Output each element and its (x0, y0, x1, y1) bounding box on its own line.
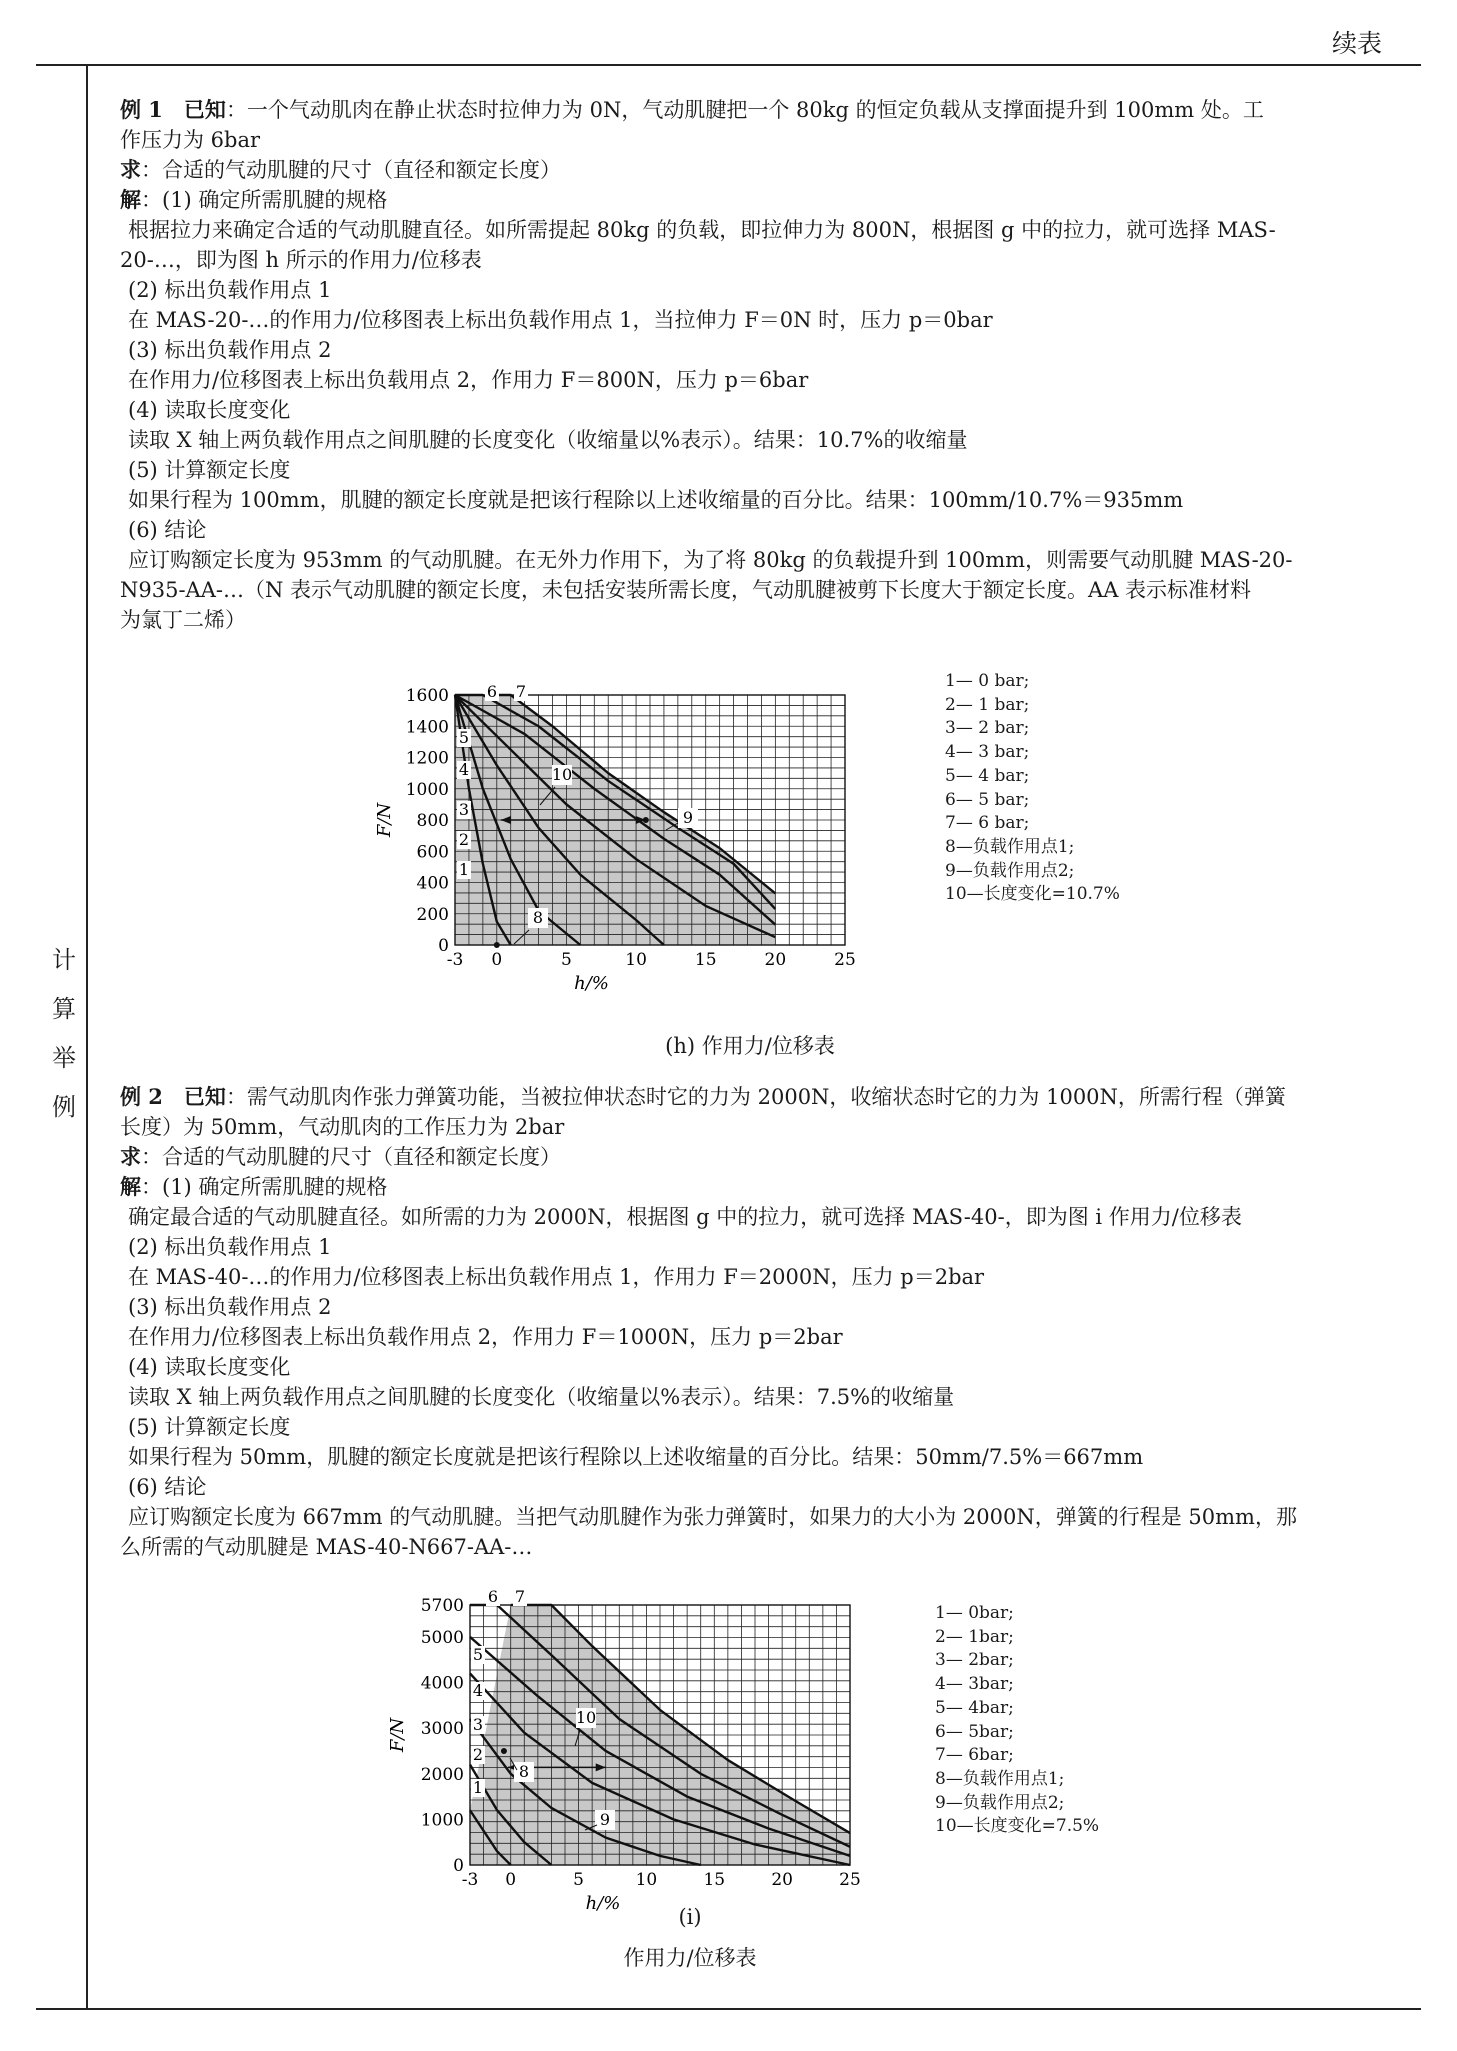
ex1-line: (5) 计算额定长度 (128, 458, 291, 482)
ex2-line (120, 1172, 1415, 1202)
legend-item: 8—负载作用点1; (945, 836, 1075, 857)
chart-i-legend (935, 1602, 1099, 1839)
legend-item: 8—负载作用点1; (935, 1768, 1065, 1789)
legend-item: 4— 3bar; (935, 1674, 1014, 1695)
ex2-known-head: 例 2 已知 (120, 1084, 226, 1109)
ex1-line (120, 185, 1415, 215)
x-tick-label: 10 (635, 1870, 658, 1890)
legend-item: 5— 4 bar; (945, 765, 1030, 786)
x-tick-label: 20 (771, 1870, 793, 1890)
legend-item: 7— 6bar; (935, 1745, 1014, 1766)
y-tick-label: 3000 (420, 1719, 464, 1740)
y-tick-label: 5700 (420, 1596, 464, 1616)
x-tick-label: 10 (625, 950, 647, 970)
legend-item: 6— 5bar; (935, 1721, 1014, 1742)
ex2-ask-text: ：合适的气动肌腱的尺寸（直径和额定长度） (141, 1145, 561, 1169)
ex1-line: 在作用力/位移图表上标出负载用点 2，作用力 F＝800N，压力 p＝6bar (128, 368, 809, 392)
x-tick-label: 5 (561, 950, 572, 970)
ex2-line: 长度）为 50mm，气动肌肉的工作压力为 2bar (120, 1115, 565, 1139)
y-tick-label: 2000 (420, 1764, 464, 1785)
ex2-sol-text: ：(1) 确定所需肌腱的规格 (141, 1175, 388, 1199)
curve-label: 5 (458, 728, 470, 747)
ex2-line: 么所需的气动肌腱是 MAS-40-N667-AA-… (120, 1535, 533, 1559)
x-axis-label: h/% (574, 973, 609, 994)
x-tick-label: 20 (764, 950, 787, 970)
example-1 (120, 95, 1415, 635)
side-char: 计 (52, 946, 76, 974)
x-tick-label: 0 (491, 950, 503, 970)
top-rule (36, 64, 1421, 66)
chart-h-legend (945, 670, 1120, 907)
ex2-known-text: ：需气动肌肉作张力弹簧功能，当被拉伸状态时它的力为 2000N，收缩状态时它的力为 1000N，所需行程（弹簧 (225, 1085, 1286, 1109)
legend-item: 2— 1bar; (935, 1626, 1014, 1647)
y-tick-label: 200 (416, 904, 449, 925)
ex1-line: N935-AA-…（N 表示气动肌腱的额定长度，未包括安装所需长度，气动肌腱被剪下长度大于额定长度。AA 表示标准材料 (120, 578, 1252, 602)
callout-label: 8 (532, 908, 544, 927)
y-tick-label: 0 (438, 936, 449, 956)
ex1-line: (4) 读取长度变化 (128, 398, 291, 422)
x-tick-label: 15 (703, 1870, 726, 1890)
ex2-line: (2) 标出负载作用点 1 (128, 1235, 332, 1259)
y-tick-label: 1200 (405, 748, 449, 769)
callout-label: 10 (575, 1708, 597, 1727)
curve-label: 7 (514, 1587, 526, 1606)
continued-table-label: 续表 (1331, 29, 1382, 58)
ex1-line: (3) 标出负载作用点 2 (128, 338, 332, 362)
y-tick-label: 0 (453, 1856, 464, 1876)
curve-label: 6 (486, 682, 498, 701)
y-tick-label: 800 (416, 811, 449, 831)
ex1-line: 在 MAS-20-…的作用力/位移图表上标出负载作用点 1，当拉伸力 F＝0N 时，压力 p＝0bar (128, 308, 993, 332)
side-char: 算 (52, 995, 76, 1023)
y-tick-label: 1400 (405, 717, 449, 738)
column-divider (86, 65, 88, 2008)
chart-h (370, 665, 920, 1005)
ex1-line: 如果行程为 100mm，肌腱的额定长度就是把该行程除以上述收缩量的百分比。结果：100mm/10.7%＝935mm (128, 488, 1184, 512)
y-tick-label: 5000 (420, 1627, 464, 1648)
ex2-line: 应订购额定长度为 667mm 的气动肌腱。当把气动肌腱作为张力弹簧时，如果力的大小为 2000N，弹簧的行程是 50mm，那 (128, 1505, 1297, 1529)
x-tick-label: -3 (446, 950, 464, 970)
legend-item: 6— 5 bar; (945, 789, 1030, 810)
curve-label: 7 (515, 682, 527, 701)
example-2 (120, 1082, 1415, 1562)
ex2-line: (3) 标出负载作用点 2 (128, 1295, 332, 1319)
x-tick-label: 25 (839, 1870, 861, 1890)
ex2-line: (6) 结论 (128, 1475, 207, 1499)
load-point-8 (494, 942, 500, 948)
y-tick-label: 600 (416, 842, 449, 863)
legend-item: 3— 2 bar; (945, 718, 1030, 739)
x-tick-label: 15 (694, 950, 717, 970)
ex2-line: 如果行程为 50mm，肌腱的额定长度就是把该行程除以上述收缩量的百分比。结果：50mm/7.5%＝667mm (128, 1445, 1144, 1469)
ex2-sol-head: 解 (120, 1174, 141, 1199)
ex2-line: (5) 计算额定长度 (128, 1415, 291, 1439)
chart-i-caption: 作用力/位移表 (623, 1946, 757, 1970)
ex1-ask-text: ：合适的气动肌腱的尺寸（直径和额定长度） (141, 158, 561, 182)
curve-label: 3 (472, 1715, 484, 1734)
ex2-line: 在作用力/位移图表上标出负载作用点 2，作用力 F＝1000N，压力 p＝2bar (128, 1325, 843, 1349)
x-axis-label: h/% (585, 1893, 621, 1914)
ex2-line (120, 1082, 1415, 1112)
y-tick-label: 1600 (405, 686, 449, 706)
load-point-8 (501, 1748, 507, 1754)
ex1-ask-head: 求 (120, 157, 141, 182)
x-tick-label: 25 (834, 950, 856, 970)
ex1-known-text: ：一个气动肌肉在静止状态时拉伸力为 0N，气动肌腱把一个 80kg 的恒定负载从支撑面提升到 100mm 处。工 (225, 98, 1264, 122)
y-tick-label: 400 (416, 873, 449, 894)
callout-label: 8 (518, 1762, 530, 1781)
ex1-line: 为氯丁二烯） (120, 608, 246, 632)
legend-item: 1— 0bar; (935, 1603, 1014, 1623)
ex1-line: (2) 标出负载作用点 1 (128, 278, 332, 302)
curve-label: 3 (458, 800, 470, 819)
x-tick-label: -3 (461, 1870, 479, 1890)
ex1-line: (6) 结论 (128, 518, 207, 542)
legend-item: 7— 6 bar; (945, 813, 1030, 834)
ex1-line: 应订购额定长度为 953mm 的气动肌腱。在无外力作用下，为了将 80kg 的负载提升到 100mm，则需要气动肌腱 MAS-20- (128, 548, 1293, 572)
curve-label: 4 (458, 760, 470, 779)
y-tick-label: 1000 (420, 1810, 464, 1831)
legend-item: 9—负载作用点2; (935, 1792, 1065, 1813)
legend-item: 2— 1 bar; (945, 694, 1030, 715)
legend-item: 1— 0 bar; (945, 671, 1030, 691)
ex2-line: 在 MAS-40-…的作用力/位移图表上标出负载作用点 1，作用力 F＝2000N，压力 p＝2bar (128, 1265, 985, 1289)
y-axis-label: F/N (374, 802, 395, 838)
y-tick-label: 1000 (405, 779, 449, 800)
legend-item: 10—长度变化=7.5% (935, 1816, 1100, 1837)
legend-item: 9—负载作用点2; (945, 860, 1075, 881)
ex2-line: (4) 读取长度变化 (128, 1355, 291, 1379)
ex1-line: 读取 X 轴上两负载作用点之间肌腱的长度变化（收缩量以%表示）。结果：10.7%的收缩量 (128, 428, 968, 452)
callout-label: 9 (682, 808, 694, 827)
ex1-line: 20-…，即为图 h 所示的作用力/位移表 (120, 248, 482, 272)
callout-label: 9 (599, 1810, 611, 1829)
curve-label: 1 (458, 860, 470, 879)
legend-item: 10—长度变化=10.7% (945, 884, 1120, 905)
ex1-line: 根据拉力来确定合适的气动肌腱直径。如所需提起 80kg 的负载，即拉伸力为 800N，根据图 g 中的拉力，就可选择 MAS- (128, 218, 1276, 242)
ex1-line (120, 95, 1415, 125)
ex2-line: 读取 X 轴上两负载作用点之间肌腱的长度变化（收缩量以%表示）。结果：7.5%的收缩量 (128, 1385, 955, 1409)
ex1-line: 作压力为 6bar (120, 128, 261, 152)
side-label (49, 940, 79, 1122)
bottom-rule (36, 2008, 1421, 2010)
callout-label: 10 (551, 765, 573, 784)
curve-label: 4 (472, 1681, 484, 1700)
y-tick-label: 4000 (420, 1673, 464, 1694)
chart-h-caption: (h) 作用力/位移表 (665, 1034, 835, 1058)
ex1-sol-head: 解 (120, 187, 141, 212)
ex2-line: 确定最合适的气动肌腱直径。如所需的力为 2000N，根据图 g 中的拉力，就可选择 MAS-40-，即为图 i 作用力/位移表 (128, 1205, 1242, 1229)
curve-label: 5 (472, 1645, 484, 1664)
curve-label: 2 (472, 1745, 484, 1764)
ex1-line (120, 155, 1415, 185)
legend-item: 4— 3 bar; (945, 742, 1030, 763)
ex2-ask-head: 求 (120, 1144, 141, 1169)
curve-label: 2 (458, 830, 470, 849)
curve-label: 1 (472, 1778, 484, 1797)
side-char: 举 (52, 1044, 76, 1072)
chart-i (385, 1580, 905, 1914)
ex1-sol-text: ：(1) 确定所需肌腱的规格 (141, 188, 388, 212)
side-char: 例 (52, 1093, 76, 1121)
chart-i-sublabel: (i) (678, 1905, 702, 1929)
legend-item: 5— 4bar; (935, 1697, 1014, 1718)
y-axis-label: F/N (387, 1717, 408, 1753)
curve-label: 6 (487, 1587, 499, 1606)
ex1-known-head: 例 1 已知 (120, 97, 226, 122)
legend-item: 3— 2bar; (935, 1650, 1014, 1671)
x-tick-label: 5 (573, 1870, 584, 1890)
x-tick-label: 0 (505, 1870, 517, 1890)
ex2-line (120, 1142, 1415, 1172)
